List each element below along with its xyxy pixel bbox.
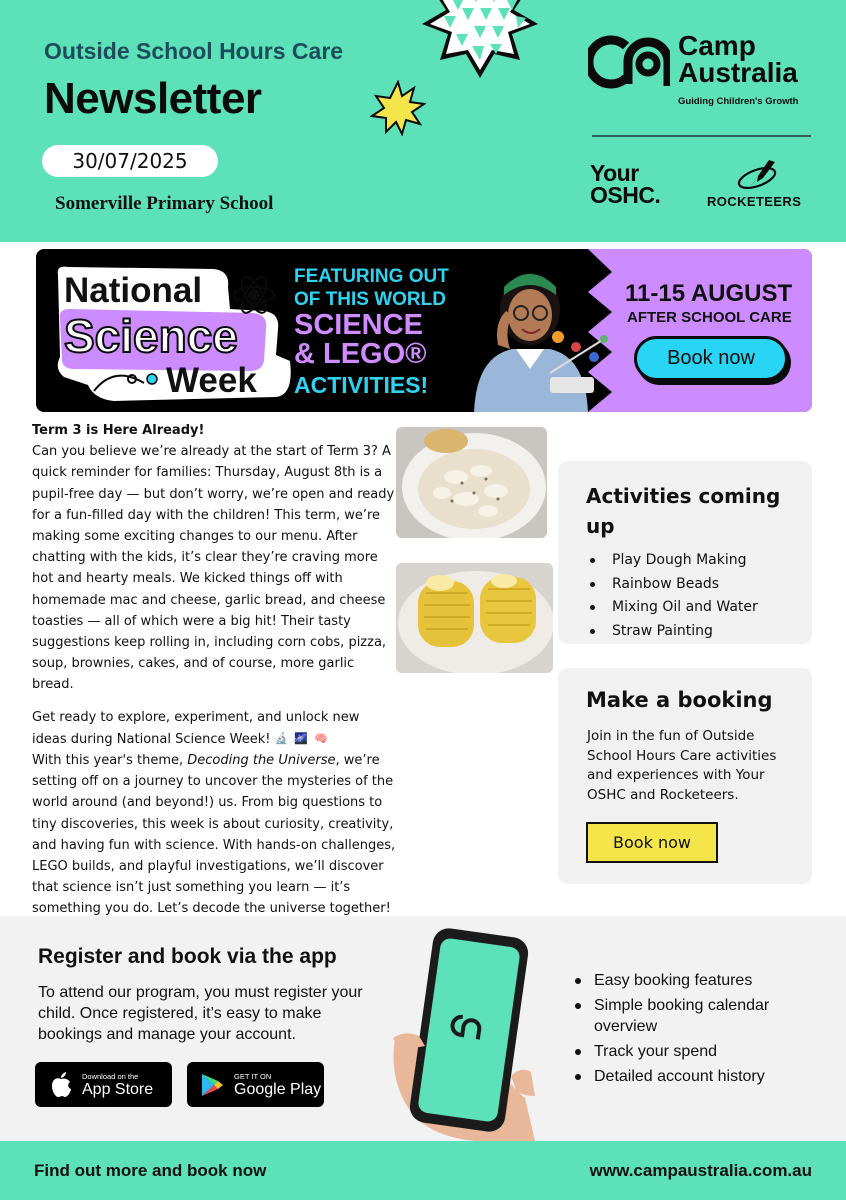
highlight-line1: SCIENCE	[294, 309, 423, 341]
list-item: Detailed account history	[573, 1066, 823, 1087]
featuring-line2: OF THIS WORLD	[294, 289, 446, 310]
brand-name	[678, 32, 798, 86]
brand-name-line1: Camp	[678, 30, 756, 61]
science-week-intro: Get ready to explore, experiment, and unlock new ideas during National Science Week!	[32, 709, 360, 747]
featuring-line1: FEATURING OUT	[294, 266, 449, 287]
date-badge: 30/07/2025	[42, 145, 218, 177]
register-text: To attend our program, you must register your child. Once registered, it’s easy to make bookings and manage your account.	[38, 984, 363, 1043]
microscope-icon: 🔬	[274, 731, 289, 745]
header-title: Newsletter	[44, 74, 262, 123]
google-play-icon	[199, 1072, 225, 1098]
google-play-label: Google Play	[234, 1081, 322, 1098]
list-item: Track your spend	[573, 1041, 823, 1062]
rocket-icon	[735, 158, 781, 192]
list-item: Simple booking calendar overview	[573, 995, 823, 1037]
term3-article	[32, 420, 396, 942]
app-store-label: App Store	[82, 1081, 154, 1098]
child-with-model-image	[454, 253, 619, 412]
starburst-decoration	[370, 80, 426, 136]
booking-card	[558, 668, 812, 884]
list-item: Straw Painting	[588, 620, 758, 644]
theme-body: , we’re setting off on a journey to uncover the mysteries of the world around (and beyond!) us. From big questions to tiny discoveries, this week is about curiosity, creativity, and having fun with science. With hands-on challenges, LEGO builds, and playful investigations, we’ll discover that science isn’t just something you learn — it’s something you do. Let’s decode the universe together!	[32, 753, 396, 917]
newsletter-header	[0, 0, 846, 242]
rocketeers-logo: ROCKETEERS	[707, 194, 802, 209]
highlight-line2: & LEGO®	[294, 338, 427, 370]
banner-session: AFTER SCHOOL CARE	[627, 309, 792, 326]
school-name: Somerville Primary School	[55, 193, 274, 214]
phone-in-hand-image	[385, 926, 555, 1141]
banner-week: Week	[166, 361, 257, 400]
ca-logo-icon	[588, 34, 670, 90]
article-paragraph-2	[32, 707, 396, 750]
list-item: Easy booking features	[573, 970, 823, 991]
google-play-small-text: GET IT ON	[234, 1072, 272, 1081]
app-store-button[interactable]	[35, 1062, 172, 1107]
activities-list	[588, 549, 758, 643]
theme-lead: With this year's theme,	[32, 753, 188, 769]
register-title: Register and book via the app	[38, 945, 337, 968]
app-store-small-text: Download on the	[82, 1072, 139, 1081]
article-paragraph-3	[32, 750, 396, 920]
list-item: Rainbow Beads	[588, 573, 758, 597]
banner-science: Science	[64, 310, 238, 362]
triangle-star-decoration	[400, 0, 560, 88]
banner-activities: ACTIVITIES!	[294, 372, 429, 398]
list-item: Mixing Oil and Water	[588, 596, 758, 620]
activities-card	[558, 461, 812, 644]
galaxy-icon: 🌌	[294, 731, 309, 745]
website-link[interactable]: www.campaustralia.com.au	[589, 1161, 812, 1180]
footer	[0, 1141, 846, 1200]
your-oshc-logo	[590, 162, 660, 206]
brand-name-line2: Australia	[678, 57, 798, 88]
booking-title: Make a booking	[586, 688, 773, 712]
book-now-button[interactable]: Book now	[586, 822, 718, 863]
header-subtitle: Outside School Hours Care	[44, 38, 344, 64]
theme-name: Decoding the Universe	[187, 753, 336, 769]
booking-text: Join in the fun of Outside School Hours Care activities and experiences with Your OSHC and Rocketeers.	[587, 728, 777, 803]
google-play-button[interactable]	[187, 1062, 324, 1107]
brand-tagline: Guiding Children's Growth	[678, 96, 799, 107]
register-section	[0, 916, 846, 1141]
footer-cta: Find out more and book now	[34, 1161, 267, 1180]
apple-icon	[49, 1071, 73, 1099]
article-heading: Term 3 is Here Already!	[32, 423, 205, 438]
banner-featuring	[294, 265, 449, 311]
header-divider	[592, 135, 811, 137]
banner-dates: 11-15 AUGUST	[625, 280, 793, 307]
brain-icon: 🧠	[314, 731, 328, 745]
camp-australia-logo	[588, 30, 823, 110]
banner-national: National	[64, 271, 203, 310]
mac-and-cheese-photo	[396, 427, 547, 538]
app-features-list	[573, 970, 823, 1091]
partner1-line1: Your	[590, 160, 639, 186]
banner-highlight	[294, 311, 427, 369]
activities-title: Activities coming up	[586, 484, 781, 538]
article-paragraph-1: Can you believe we’re already at the start of Term 3? A quick reminder for families: Thursday, August 8th is a pupil-free day — but don’t worry, we’re open and ready for a fun-filled day with the children! This term, we’re making some exciting changes to our menu. After chatting with the kids, it’s clear they’re craving more hot and hearty meals. We kicked things off with homemade mac and cheese, garlic bread, and cheese toasties — all of which were a big hit! Their tasty suggestions keep rolling in, including corn cobs, pizza, soup, brownies, cakes, and of course, more garlic bread.	[32, 444, 395, 693]
banner-book-now-button[interactable]: Book now	[634, 336, 788, 381]
list-item: Play Dough Making	[588, 549, 758, 573]
corn-cobs-photo	[396, 563, 553, 673]
science-week-banner[interactable]	[36, 249, 812, 412]
partner1-line2: OSHC.	[590, 182, 661, 208]
national-science-week-logo	[54, 265, 294, 409]
